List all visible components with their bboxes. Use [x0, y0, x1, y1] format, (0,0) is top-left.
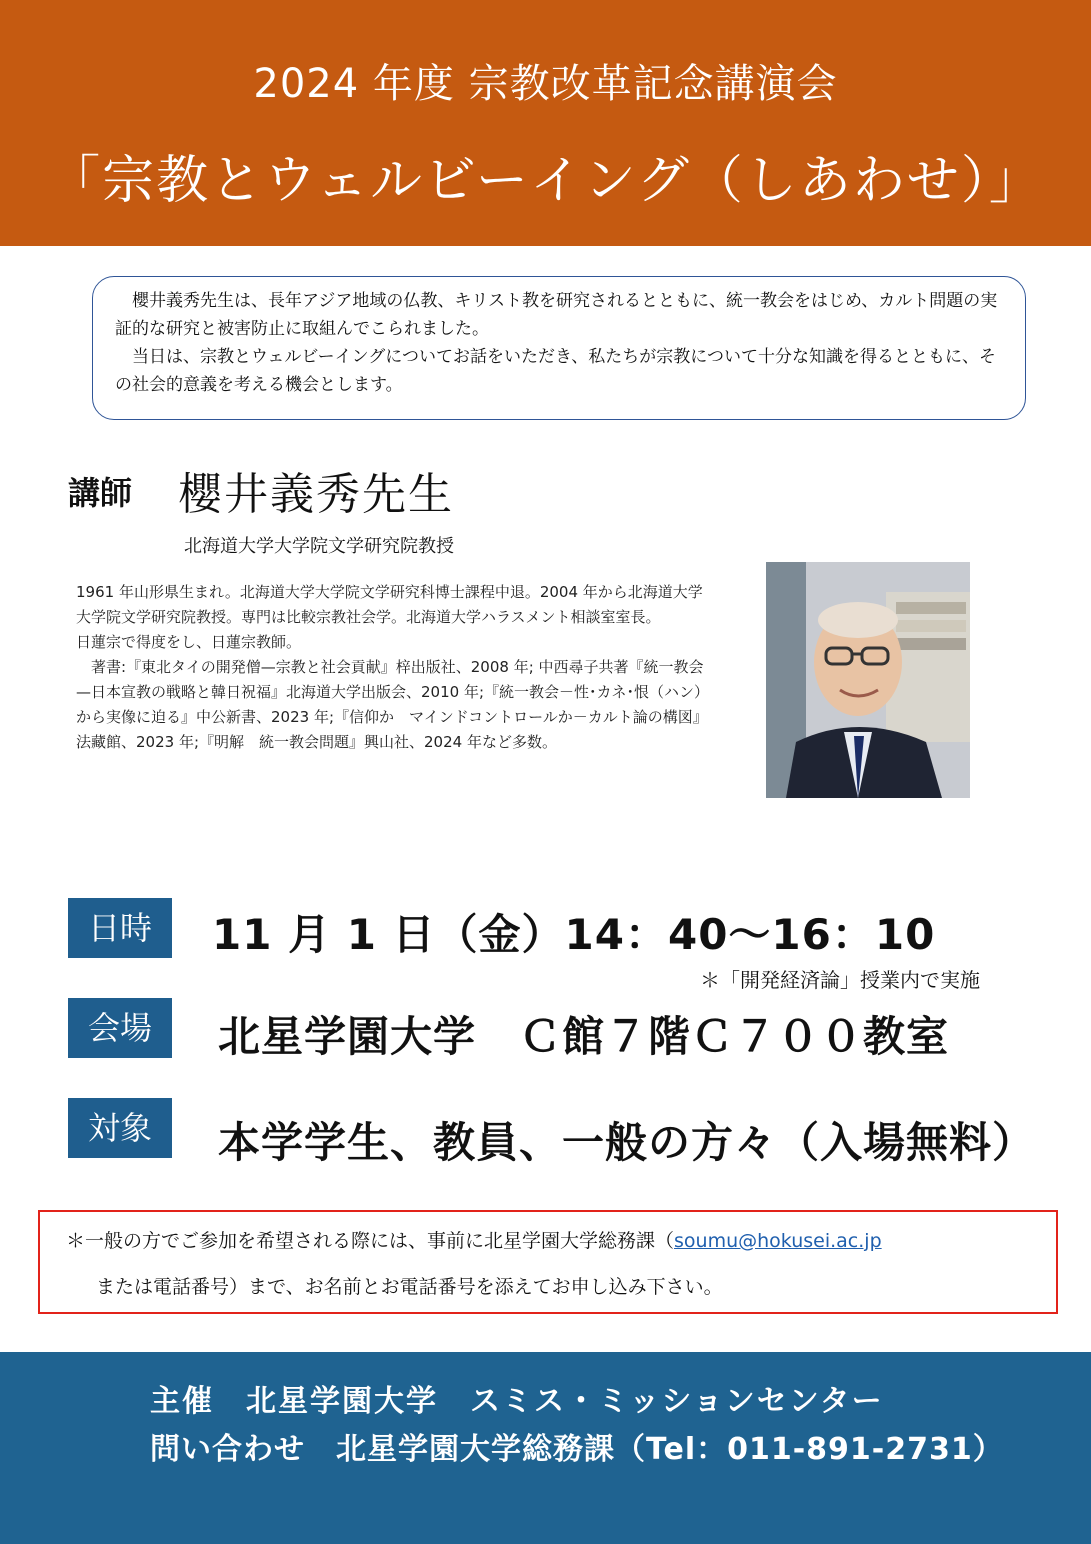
lecture-title: 「宗教とウェルビーイング（しあわせ）」	[48, 151, 1043, 211]
date-label: 日時	[68, 898, 172, 958]
bio-career: 1961 年山形県生まれ。北海道大学大学院文学研究科博士課程中退。2004 年から北海道大学大学院文学研究院教授。専門は比較宗教社会学。北海道大学ハラスメント相談室室長。	[76, 583, 703, 626]
lecturer-photo	[766, 562, 970, 798]
audience-value: 本学学生、教員、一般の方々（入場無料）	[218, 1118, 1036, 1167]
lecturer-label: 講師	[68, 474, 133, 512]
bio-ordination: 日蓮宗で得度をし、日蓮宗教師。	[76, 633, 302, 651]
registration-notice	[38, 1210, 1058, 1314]
date-value: 11 月 1 日（金）14：40～16：10	[212, 910, 936, 959]
lecturer-name: 櫻井義秀先生	[178, 469, 454, 520]
intro-paragraph-2: 当日は、宗教とウェルビーイングについてお話をいただき、私たちが宗教について十分な知識を得るとともに、その社会的意義を考える機会とします。	[115, 347, 996, 395]
intro-box	[92, 276, 1026, 420]
notice-line-1	[66, 1226, 882, 1253]
venue-value: 北星学園大学 Ｃ館７階Ｃ７００教室	[218, 1012, 950, 1061]
intro-paragraph-1: 櫻井義秀先生は、長年アジア地域の仏教、キリスト教を研究されるとともに、統一教会をはじめ、カルト問題の実証的な研究と被害防止に取組んでこられました。	[115, 291, 998, 339]
contact-line: 問い合わせ 北星学園大学総務課（Tel：011-891-2731）	[150, 1432, 1004, 1467]
audience-label: 対象	[68, 1098, 172, 1158]
header-banner	[0, 0, 1091, 246]
lecturer-affiliation: 北海道大学大学院文学研究院教授	[184, 536, 454, 557]
event-series-title: 2024 年度 宗教改革記念講演会	[253, 61, 838, 107]
notice-line-1-text: ＊一般の方でご参加を希望される際には、事前に北星学園大学総務課（	[66, 1230, 675, 1252]
footer-banner	[0, 1352, 1091, 1544]
email-link[interactable]: soumu@hokusei.ac.jp	[674, 1230, 882, 1252]
lecturer-bio	[76, 580, 708, 755]
bio-publications: 著書:『東北タイの開発僧—宗教と社会貢献』梓出版社、2008 年; 中西尋子共著『統一教会—日本宣教の戦略と韓日祝福』北海道大学出版会、2010 年;『統一教会－性･カネ･恨（ハン）から実像に迫る』中公新書、2023 年;『信仰か マインドコントロールか－カルト論の構図』法藏館、2023 年;『明解 統一教会問題』興山社、2024 年など多数。	[76, 658, 708, 751]
venue-label: 会場	[68, 998, 172, 1058]
notice-line-2: または電話番号）まで、お名前とお電話番号を添えてお申し込み下さい。	[96, 1276, 723, 1298]
organizer-line: 主催 北星学園大学 スミス・ミッションセンター	[150, 1384, 884, 1419]
date-note: ＊「開発経済論」授業内で実施	[700, 968, 980, 992]
